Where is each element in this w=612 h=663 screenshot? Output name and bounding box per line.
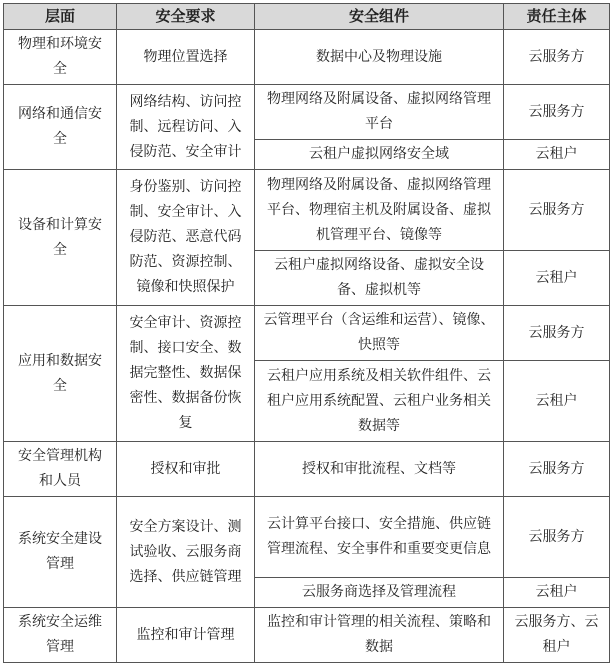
owner-cell: 云租户 bbox=[504, 251, 610, 306]
header-component: 安全组件 bbox=[255, 4, 504, 30]
owner-cell: 云服务方 bbox=[504, 85, 610, 140]
requirement-cell: 网络结构、访问控制、远程访问、入侵防范、安全审计 bbox=[117, 85, 255, 170]
layer-cell: 系统安全运维管理 bbox=[4, 608, 117, 663]
owner-cell: 云服务方 bbox=[504, 497, 610, 578]
owner-cell: 云服务方 bbox=[504, 442, 610, 497]
requirement-cell: 安全审计、资源控制、接口安全、数据完整性、数据保密性、数据备份恢复 bbox=[117, 306, 255, 442]
table-row bbox=[4, 306, 610, 361]
layer-cell: 网络和通信安全 bbox=[4, 85, 117, 170]
layer-cell: 系统安全建设管理 bbox=[4, 497, 117, 608]
requirement-cell: 安全方案设计、测试验收、云服务商选择、供应链管理 bbox=[117, 497, 255, 608]
requirement-cell: 物理位置选择 bbox=[117, 30, 255, 85]
table-header-row bbox=[4, 4, 610, 30]
component-cell: 数据中心及物理设施 bbox=[255, 30, 504, 85]
requirement-cell: 身份鉴别、访问控制、安全审计、入侵防范、恶意代码防范、资源控制、镜像和快照保护 bbox=[117, 170, 255, 306]
component-cell: 云管理平台（含运维和运营）、镜像、快照等 bbox=[255, 306, 504, 361]
header-owner: 责任主体 bbox=[504, 4, 610, 30]
component-cell: 云服务商选择及管理流程 bbox=[255, 578, 504, 608]
header-layer: 层面 bbox=[4, 4, 117, 30]
component-cell: 云租户虚拟网络设备、虚拟安全设备、虚拟机等 bbox=[255, 251, 504, 306]
owner-cell: 云服务方 bbox=[504, 30, 610, 85]
table-row bbox=[4, 442, 610, 497]
owner-cell: 云租户 bbox=[504, 361, 610, 442]
table-row bbox=[4, 170, 610, 251]
security-responsibility-table bbox=[3, 3, 610, 663]
component-cell: 监控和审计管理的相关流程、策略和数据 bbox=[255, 608, 504, 663]
component-cell: 云租户应用系统及相关软件组件、云租户应用系统配置、云租户业务相关数据等 bbox=[255, 361, 504, 442]
component-cell: 云计算平台接口、安全措施、供应链管理流程、安全事件和重要变更信息 bbox=[255, 497, 504, 578]
requirement-cell: 授权和审批 bbox=[117, 442, 255, 497]
component-cell: 云租户虚拟网络安全域 bbox=[255, 140, 504, 170]
table-row bbox=[4, 30, 610, 85]
owner-cell: 云租户 bbox=[504, 578, 610, 608]
owner-cell: 云服务方、云租户 bbox=[504, 608, 610, 663]
layer-cell: 安全管理机构和人员 bbox=[4, 442, 117, 497]
table-row bbox=[4, 497, 610, 578]
table-row bbox=[4, 85, 610, 140]
requirement-cell: 监控和审计管理 bbox=[117, 608, 255, 663]
component-cell: 物理网络及附属设备、虚拟网络管理平台 bbox=[255, 85, 504, 140]
component-cell: 授权和审批流程、文档等 bbox=[255, 442, 504, 497]
header-requirement: 安全要求 bbox=[117, 4, 255, 30]
layer-cell: 应用和数据安全 bbox=[4, 306, 117, 442]
layer-cell: 设备和计算安全 bbox=[4, 170, 117, 306]
layer-cell: 物理和环境安全 bbox=[4, 30, 117, 85]
owner-cell: 云租户 bbox=[504, 140, 610, 170]
owner-cell: 云服务方 bbox=[504, 170, 610, 251]
table-row bbox=[4, 608, 610, 663]
component-cell: 物理网络及附属设备、虚拟网络管理平台、物理宿主机及附属设备、虚拟机管理平台、镜像等 bbox=[255, 170, 504, 251]
owner-cell: 云服务方 bbox=[504, 306, 610, 361]
